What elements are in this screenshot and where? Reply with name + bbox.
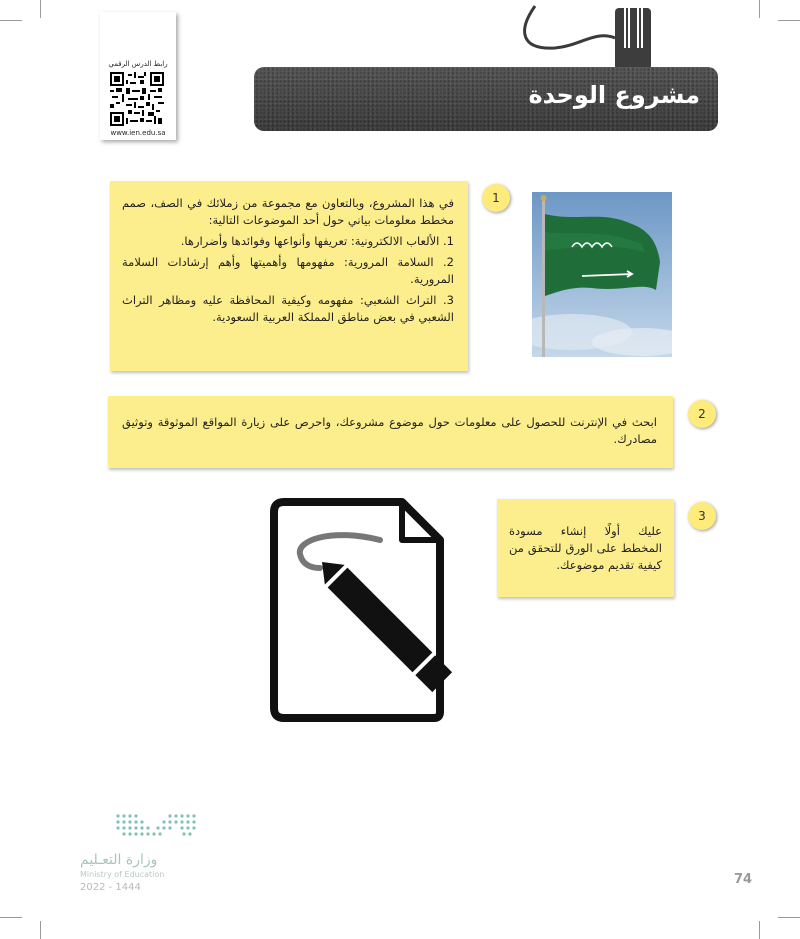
task-1-item: 1. الألعاب الالكترونية: تعريفها وأنواعها وفوائدها وأضرارها.	[180, 234, 454, 248]
unit-project-title-bar	[254, 67, 718, 131]
crop-mark	[40, 0, 41, 18]
crop-mark	[759, 921, 760, 939]
draft-document-pen-icon	[262, 492, 470, 724]
task-1-note	[110, 181, 468, 371]
crop-mark	[778, 917, 800, 918]
task-3-number-badge: 3	[688, 502, 716, 530]
academic-year: 2022 - 1444	[80, 882, 141, 893]
digital-lesson-qr-card[interactable]	[100, 12, 176, 140]
qr-url[interactable]: www.ien.edu.sa	[110, 129, 166, 137]
crop-mark	[0, 917, 22, 918]
task-1-item: 3. التراث الشعبي: مفهومه وكيفية المحافظة عليه ومظاهر التراث الشعبي في بعض مناطق المملكة العربية السعودية.	[122, 293, 454, 324]
task-1-intro: في هذا المشروع، وبالتعاون مع مجموعة من زملائك في الصف، صمم مخطط معلومات بياني حول أحد الموضوعات التالية:	[122, 196, 454, 227]
qr-title: رابط الدرس الرقمي	[108, 60, 168, 68]
crop-mark	[0, 20, 22, 21]
qr-code-icon	[110, 72, 164, 126]
ministry-dots-icon	[80, 810, 210, 844]
task-2-note	[108, 396, 673, 468]
page-title: مشروع الوحدة	[528, 81, 700, 109]
task-3-note	[497, 499, 674, 597]
page-number: 74	[734, 872, 753, 887]
task-2-number-badge: 2	[688, 400, 716, 428]
task-2-text: ابحث في الإنترنت للحصول على معلومات حول موضوع مشروعك، واحرص على زيارة المواقع الموثوقة وتوثيق مصادرك.	[122, 415, 657, 446]
crop-mark	[40, 921, 41, 939]
ministry-name-english: Ministry of Education	[80, 870, 165, 879]
task-3-text: عليك أولًا إنشاء مسودة المخطط على الورق للتحقق من كيفية تقديم موضوعك.	[509, 524, 662, 572]
ministry-of-education-logo	[80, 810, 210, 900]
ministry-name-arabic: وزارة التعـليم	[80, 852, 158, 868]
task-1-item: 2. السلامة المرورية: مفهومها وأهميتها وأهم إرشادات السلامة المرورية.	[122, 255, 454, 286]
saudi-flag-image	[532, 192, 672, 357]
crop-mark	[778, 20, 800, 21]
cable-decoration-icon	[500, 0, 720, 75]
crop-mark	[759, 0, 760, 18]
task-1-number-badge: 1	[482, 184, 510, 212]
